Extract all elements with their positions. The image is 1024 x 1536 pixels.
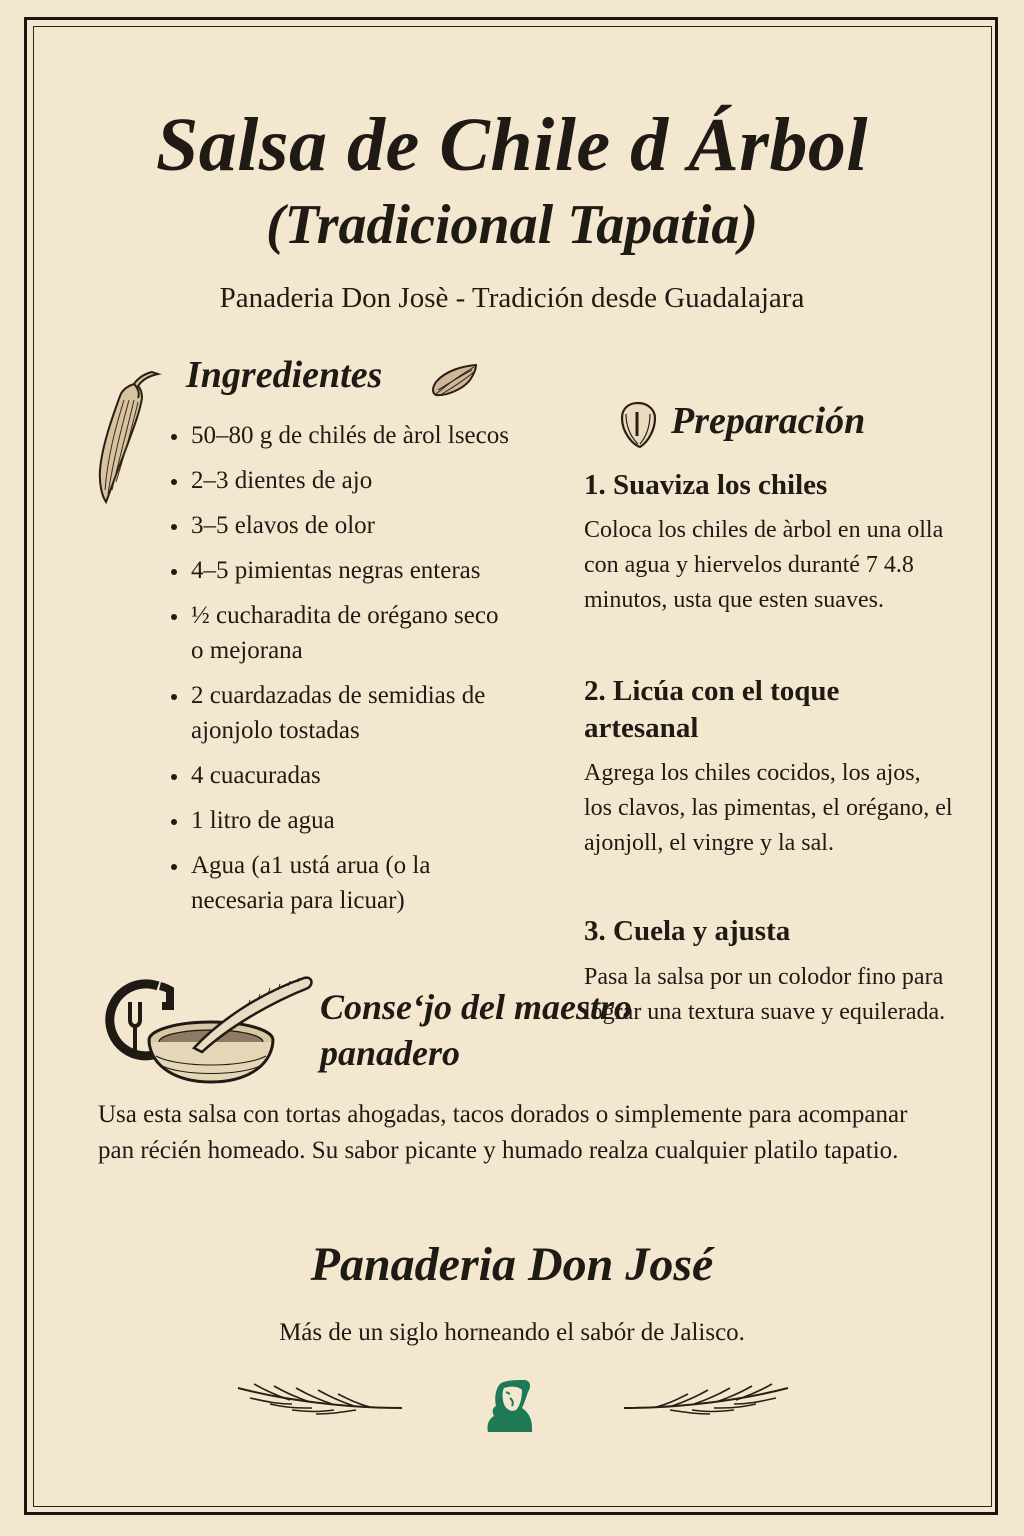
wheat-right-icon [622,1378,792,1420]
ingredient-item: 2–3 dientes de ajo [170,463,570,498]
recipe-subtitle: (Tradicional Tapatia) [265,194,759,256]
step-2-title: 2. Licúa con el toque artesanal [584,675,840,744]
ingredient-item: 2 cuardazadas de semidias de ajonjolo tostadas [170,678,501,748]
ingredient-item: 4 cuacuradas [170,758,570,793]
step-3-body-text: Pasa la salsa por un colodor fino para lograr una textura suave y equilerada. [584,964,946,1025]
bowl-spoon-illustration [98,972,318,1092]
step-3-title: 3. Cuela y ajusta [584,915,791,947]
step-1-title: 1. Suaviza los chiles [584,469,828,501]
step-2-body: Agrega los chiles cocidos, los ajos, los clavos, las pimentas, el orégano, el ajonjoll, el vingre y la sal. [584,760,953,856]
wheat-left-icon [234,1378,404,1420]
ingredients-heading: Ingredientes [186,354,383,396]
step-1-body: Coloca los chiles de àrbol en una olla con agua y hiervelos duranté 7 4.8 minutos, usta que esten suaves. [584,517,944,613]
chili-pepper-icon [94,366,166,506]
ingredient-item: 4–5 pimientas negras enteras [170,553,570,588]
footer-bakery-name: Panaderia Don José [310,1238,714,1291]
recipe-tagline: Panaderia Don Josè - Tradición desde Guadalajara [219,282,805,314]
ingredient-item: 50–80 g de chilés de àrol lsecos [170,418,570,453]
seed-icon [618,400,658,450]
ingredient-item: 1 litro de agua [170,803,570,838]
ingredient-item: ½ cucharadita de orégano seco o mejorana [170,598,501,668]
ingredients-list [170,418,570,928]
recipe-title: Salsa de Chile d Árbol [156,103,868,187]
ingredient-item: Agua (a1 ustá arua (o la necesaria para licuar) [170,848,481,918]
preparation-heading: Preparación [671,400,866,442]
ingredient-item: 3–5 elavos de olor [170,508,570,543]
leaf-icon [428,362,480,398]
tip-heading: Conse‘jo del maestro panadero [320,987,632,1073]
baker-portrait-icon [484,1376,536,1434]
tip-body: Usa esta salsa con tortas ahogadas, tacos dorados o simplemente para acompanar pan récién homeado. Su sabor picante y humado realza cualquier platilo tapatio. [98,1101,908,1164]
footer-tagline: Más de un siglo horneando el sabór de Jalisco. [279,1319,745,1346]
